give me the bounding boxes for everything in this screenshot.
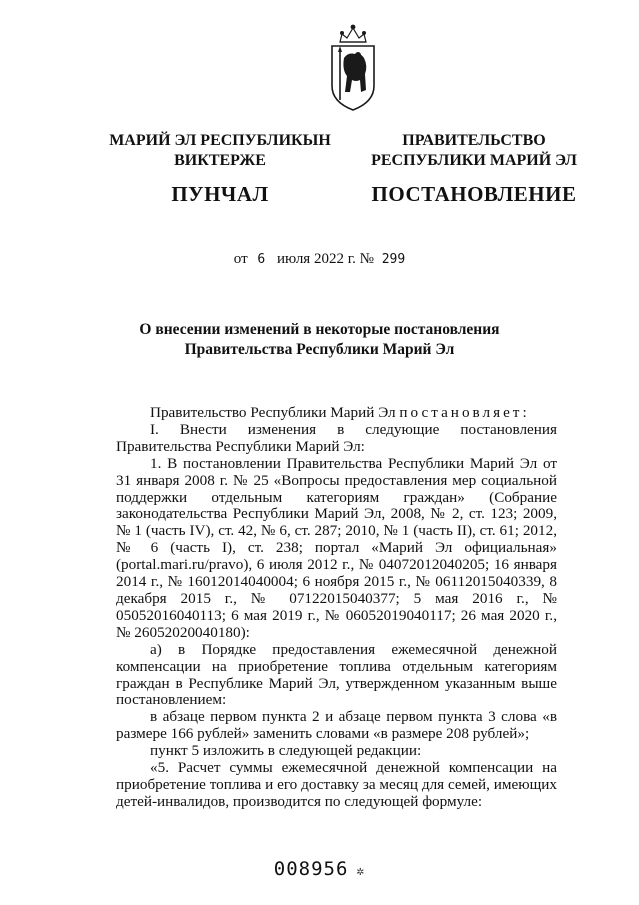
- header-left-line2: ВИКТЕРЖЕ: [174, 152, 266, 169]
- date-line: [0, 251, 639, 268]
- document-number: 299: [381, 252, 406, 267]
- serial-number: [0, 858, 639, 880]
- date-rest: июля 2022 г. №: [276, 251, 374, 267]
- date-day: 6: [257, 252, 266, 267]
- date-prefix: от: [233, 251, 248, 267]
- star-mark-icon: ✲: [356, 864, 366, 879]
- intro-paragraph: [116, 405, 557, 422]
- paragraph-3: а) в Порядке предоставления ежемесячной денежной компенсации на приобретение топлива отдельным категориям граждан в Республике Марий Эл, утвержденном указанным выше постановлением:: [116, 640, 557, 709]
- paragraph-4: в абзаце первом пункта 2 и абзаце первом пункта 3 слова «в размере 166 рублей» заменить словами «в размере 208 рублей»;: [116, 708, 557, 743]
- intro-text: Правительство Республики Марий Эл: [150, 404, 400, 421]
- header-left-line1: МАРИЙ ЭЛ РЕСПУБЛИКЫН: [109, 132, 331, 149]
- paragraph-2: 1. В постановлении Правительства Республики Марий Эл от 31 января 2008 г. № 25 «Вопросы предоставления мер социальной поддержки отдельным категориям граждан» (Собрание законодательства Республики Марий Эл, 2008, № 2, ст. 123; 2009, № 1 (часть IV), ст. 42, № 6, ст. 287; 2010, № 1 (часть II), ст. 61; 2012, № 6 (часть I), ст. 238; портал «Марий Эл официальная» (portal.mari.ru/pravo), 6 июля 2012 г., № 04072012040205; 16 января 2014 г., № 16012014040004; 6 ноября 2015 г., № 06112015040339, 8 декабря 2015 г., № 07122015040377; 5 мая 2016 г., № 05052016040113; 6 мая 2019 г., № 06052019040117; 26 мая 2020 г., № 26052020040180):: [116, 454, 557, 641]
- paragraph-1: I. Внести изменения в следующие постановления Правительства Республики Марий Эл:: [116, 420, 557, 455]
- crown-icon: [340, 25, 366, 42]
- title-line1: О внесении изменений в некоторые постановления: [139, 321, 500, 338]
- paragraph-5: пункт 5 изложить в следующей редакции:: [150, 742, 422, 760]
- header-right-doc-type: ПОСТАНОВЛЕНИЕ: [371, 182, 577, 206]
- serial-digits: 008956: [273, 858, 349, 880]
- header-left: [102, 131, 338, 207]
- document-title: [60, 320, 579, 360]
- paragraph-6: «5. Расчет суммы ежемесячной денежной компенсации на приобретение топлива и его доставку за месяц для семей, имеющих детей-инвалидов, производится по следующей формуле:: [116, 759, 557, 810]
- title-line2: Правительства Республики Марий Эл: [184, 341, 455, 358]
- header-right-line2: РЕСПУБЛИКИ МАРИЙ ЭЛ: [371, 152, 577, 169]
- header-right: [365, 131, 583, 207]
- intro-verb: постановляет:: [399, 404, 530, 421]
- coat-of-arms-icon: [328, 22, 378, 112]
- header-left-doc-type: ПУНЧАЛ: [171, 182, 269, 206]
- document-body: [116, 405, 557, 811]
- header-right-line1: ПРАВИТЕЛЬСТВО: [402, 132, 546, 149]
